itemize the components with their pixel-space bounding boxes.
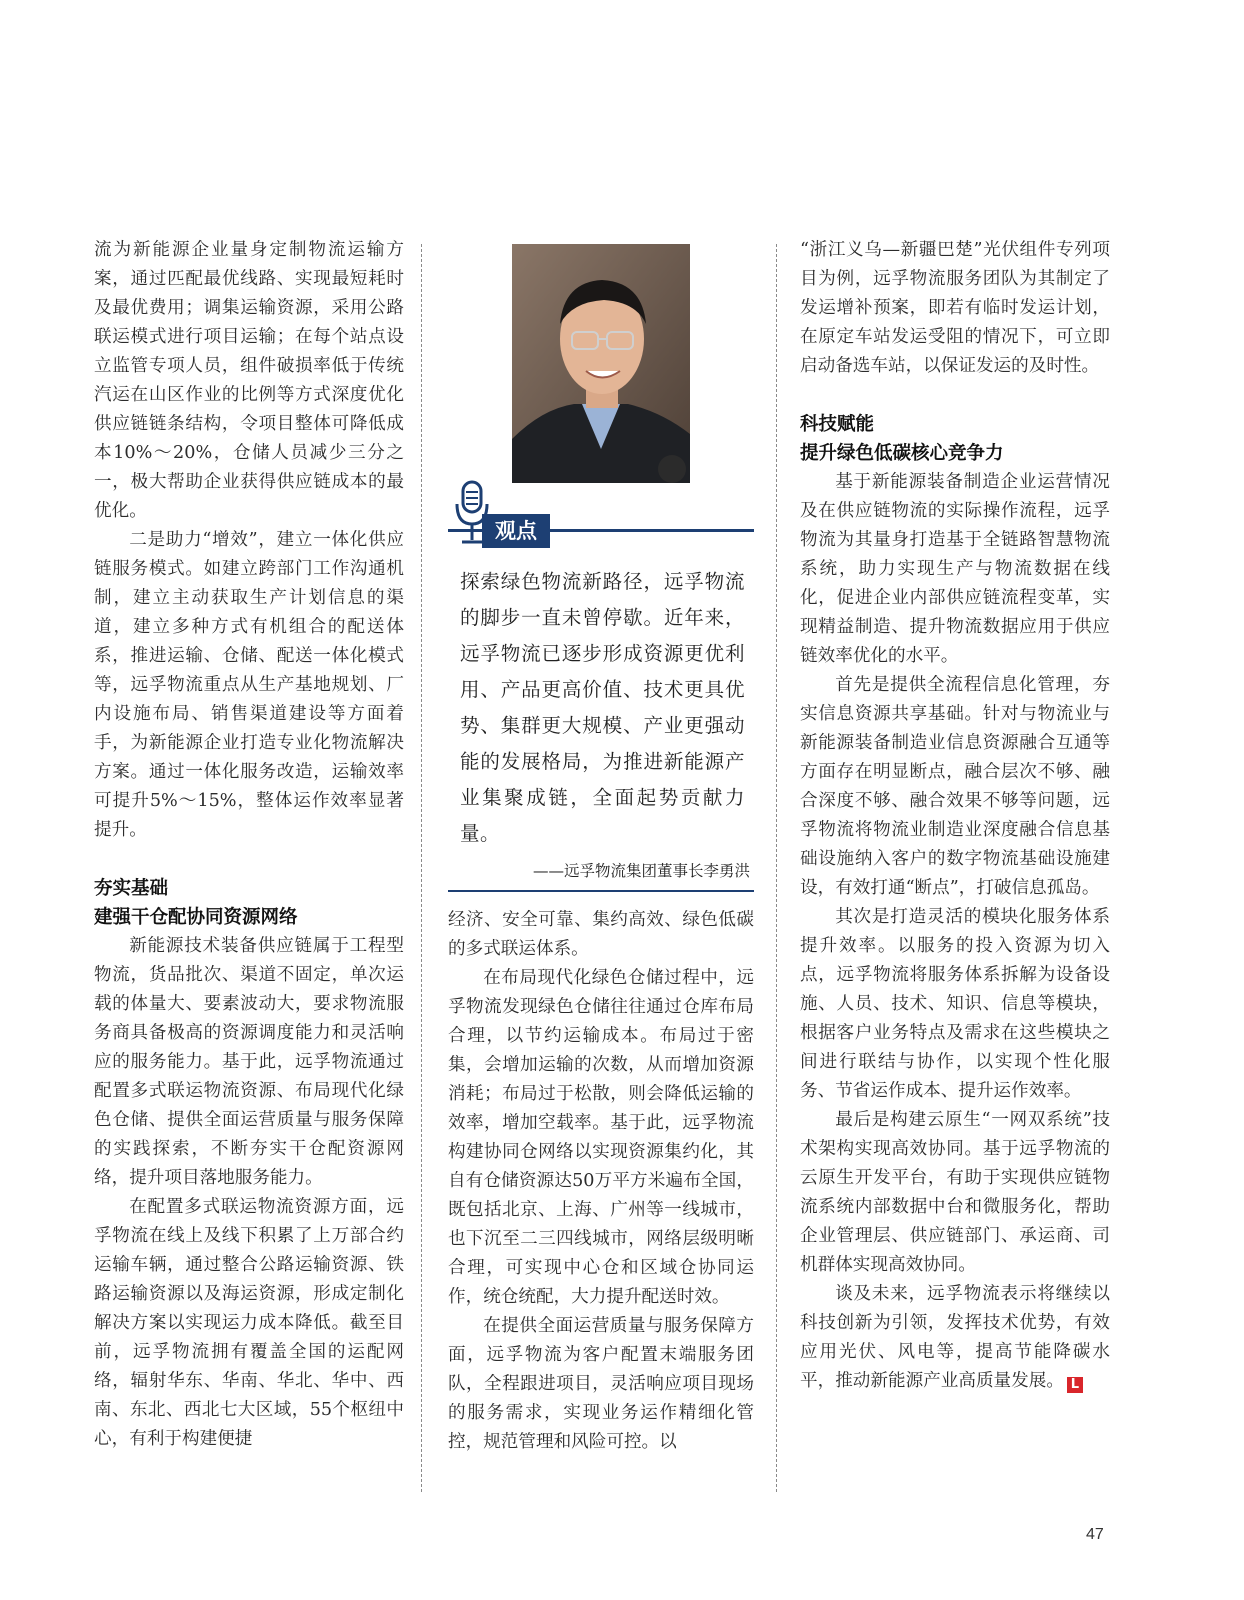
end-mark-icon: L [1067,1377,1083,1393]
paragraph: 在配置多式联运物流资源方面，远孚物流在线上及线下积累了上万部合约运输车辆，通过整合公路运输资源、铁路运输资源以及海运资源，形成定制化解决方案以实现运力成本降低。截至目前，远孚物流拥有覆盖全国的运配网络，辐射华东、华南、华北、华中、西南、东北、西北七大区域，55个枢纽中心，有利于构建便捷 [94,1197,404,1449]
paragraph: 新能源技术装备供应链属于工程型物流，货品批次、渠道不固定，单次运载的体量大、要素波动大，要求物流服务商具备极高的资源调度能力和灵活响应的服务能力。基于此，远孚物流通过配置多式联运物流资源、布局现代化绿色仓储、提供全面运营质量与服务保障的实践探索，不断夯实干仓配资源网络，提升项目落地服务能力。 [94,936,404,1188]
paragraph: 基于新能源装备制造企业运营情况及在供应链物流的实际操作流程，远孚物流为其量身打造基于全链路智慧物流系统，助力实现生产与物流数据在线化，促进企业内部供应链流程变革，实现精益制造、提升物流数据应用于供应链效率优化的水平。 [800,472,1110,666]
paragraph: 其次是打造灵活的模块化服务体系提升效率。以服务的投入资源为切入点，远孚物流将服务体系拆解为设备设施、人员、技术、知识、信息等模块，根据客户业务特点及需求在这些模块之间进行联结与协作，以实现个性化服务、节省运作成本、提升运作效率。 [800,907,1110,1101]
quote-bottom-rule [448,890,754,892]
column-divider [421,244,422,1492]
portrait-photo [512,244,690,483]
article-column-1 [94,236,404,1454]
paragraph: “浙江义乌—新疆巴楚”光伏组件专列项目为例，远孚物流服务团队为其制定了发运增补预案，即若有临时发运计划，在原定车站发运受阻的情况下，可立即启动备选车站，以保证发运的及时性。 [800,240,1110,376]
paragraph: 最后是构建云原生“一网双系统”技术架构实现高效协同。基于远孚物流的云原生开发平台，有助于实现供应链物流系统内部数据中台和微服务化，帮助企业管理层、供应链部门、承运商、司机群体实现高效协同。 [800,1110,1110,1275]
paragraph: 在提供全面运营质量与服务保障方面，远孚物流为客户配置末端服务团队，全程跟进项目，灵活响应项目现场的服务需求，实现业务运作精细化管控，规范管理和风险可控。以 [448,1316,754,1452]
section-subheading: 提升绿色低碳核心竞争力 [800,443,1004,464]
paragraph: 首先是提供全流程信息化管理，夯实信息资源共享基础。针对与物流业与新能源装备制造业信息资源融合互通等方面存在明显断点，融合层次不够、融合深度不够、融合效果不够等问题，远孚物流将物流业制造业深度融合信息基础设施纳入客户的数字物流基础设施建设，有效打通“断点”，打破信息孤岛。 [800,675,1110,898]
section-heading: 夯实基础 [94,878,169,899]
viewpoint-label: 观点 [482,514,550,548]
pull-quote: 探索绿色物流新路径，远孚物流的脚步一直未曾停歇。近年来，远孚物流已逐步形成资源更优利用、产品更高价值、技术更具优势、集群更大规模、产业更强动能的发展格局，为推进新能源产业集聚成链，全面起势贡献力量。 [460,570,745,845]
page-number: 47 [1086,1526,1104,1543]
paragraph: 流为新能源企业量身定制物流运输方案，通过匹配最优线路、实现最短耗时及最优费用；调集运输资源，采用公路联运模式进行项目运输；在每个站点设立监管专项人员，组件破损率低于传统汽运在山区作业的比例等方式深度优化供应链链条结构，令项目整体可降低成本10%～20%，仓储人员减少三分之一，极大帮助企业获得供应链成本的最优化。 [94,240,404,521]
column-divider [776,244,777,1492]
closing-text: 谈及未来，远孚物流表示将继续以科技创新为引领，发挥技术优势，有效应用光伏、风电等，提高节能降碳水平，推动新能源产业高质量发展。 [800,1284,1110,1391]
article-column-3 [800,236,1110,1396]
quote-attribution: ——远孚物流集团董事长李勇洪 [532,862,750,880]
paragraph [800,1280,1110,1396]
paragraph: 二是助力“增效”，建立一体化供应链服务模式。如建立跨部门工作沟通机制，建立主动获取生产计划信息的渠道，建立多种方式有机组合的配送体系，推进运输、仓储、配送一体化模式等，远孚物流重点从生产基地规划、厂内设施布局、销售渠道建设等方面着手，为新能源企业打造专业化物流解决方案。通过一体化服务改造，运输效率可提升5%～15%，整体运作效率显著提升。 [94,530,404,840]
section-heading: 科技赋能 [800,414,875,435]
paragraph: 在布局现代化绿色仓储过程中，远孚物流发现绿色仓储往往通过仓库布局合理，以节约运输成本。布局过于密集，会增加运输的次数，从而增加资源消耗；布局过于松散，则会降低运输的效率，增加空载率。基于此，远孚物流构建协同仓网络以实现资源集约化，其自有仓储资源达50万平方米遍布全国，既包括北京、上海、广州等一线城市，也下沉至二三四线城市，网络层级明晰合理，可实现中心仓和区域仓协同运作，统仓统配，大力提升配送时效。 [448,968,754,1307]
paragraph: 经济、安全可靠、集约高效、绿色低碳的多式联运体系。 [448,910,754,959]
section-subheading: 建强干仓配协同资源网络 [94,907,298,928]
article-column-2 [448,906,754,1457]
